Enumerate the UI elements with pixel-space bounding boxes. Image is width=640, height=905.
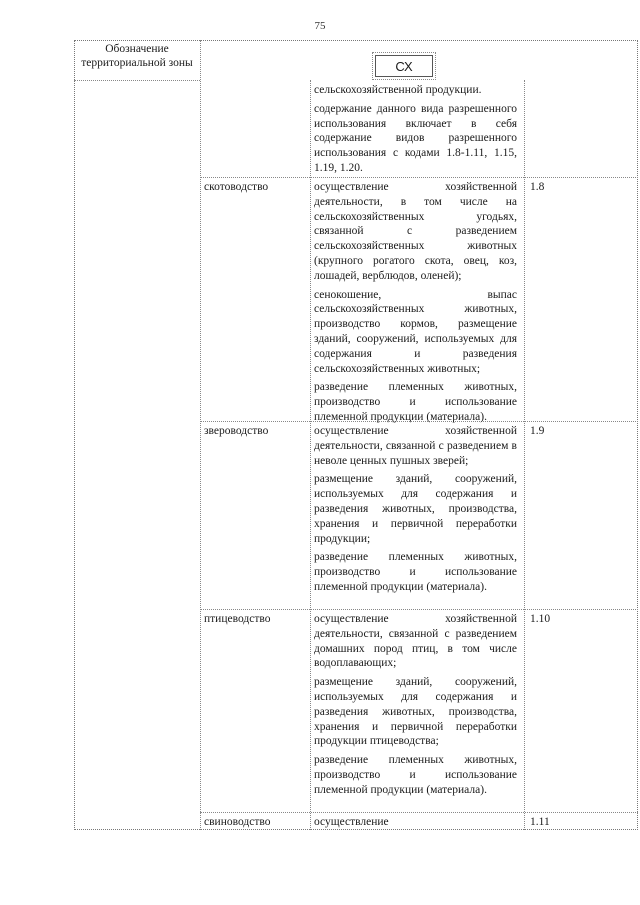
description-paragraph: осуществление <box>314 816 389 828</box>
zone-designation-header: Обозначение территориальной зоны <box>81 43 193 69</box>
description-paragraph: размещение зданий, сооружений, используемых для содержания и разведения животных, производства, хранения и первичной переработки продукции; <box>314 473 517 545</box>
row-divider <box>200 609 638 610</box>
row-description <box>314 180 517 429</box>
row-description <box>314 815 517 834</box>
column-divider <box>310 80 311 830</box>
description-paragraph: содержание данного вида разрешенного использования включает в себя содержание видов разрешенного использования с кодами 1.8-1.11, 1.15, 1.19, 1.20. <box>314 102 517 174</box>
row-code: 1.10 <box>530 613 551 625</box>
row-description <box>314 424 517 599</box>
row-code: 1.9 <box>530 425 545 437</box>
row-divider <box>200 812 638 813</box>
description-paragraph: осуществление хозяйственной деятельности, в том числе на сельскохозяйственных угодьях, связанной с разведением сельскохозяйственных животных (крупного рогатого скота, овец, коз, лошадей, верблюдов, оленей); <box>314 181 517 282</box>
row-code: 1.11 <box>530 816 550 828</box>
description-paragraph: осуществление хозяйственной деятельности, связанной с разведением домашних пород птиц, в том числе водоплавающих; <box>314 613 517 670</box>
description-paragraph: разведение племенных животных, производство и использование племенной продукции (материала). <box>314 754 517 796</box>
description-paragraph: сенокошение, выпас сельскохозяйственных животных, производство кормов, размещение зданий, сооружений, используемых для содержания и разведения сельскохозяйственных животных; <box>314 288 517 375</box>
header-divider <box>74 80 200 81</box>
row-name: птицеводство <box>204 613 271 625</box>
description-paragraph: сельскохозяйственной продукции. <box>314 84 482 96</box>
row-description <box>314 612 517 802</box>
row-code: 1.8 <box>530 181 545 193</box>
zone-code-box <box>375 55 433 77</box>
row-name: звероводство <box>204 425 269 437</box>
description-paragraph: разведение племенных животных, производство и использование племенной продукции (материала). <box>314 551 517 593</box>
description-paragraph: разведение племенных животных, производство и использование племенной продукции (материала). <box>314 381 517 423</box>
continuation-description <box>314 83 517 180</box>
column-divider <box>524 80 525 830</box>
zone-code: СХ <box>395 58 413 74</box>
description-paragraph: осуществление хозяйственной деятельности, связанной с разведением в неволе ценных пушных зверей; <box>314 425 517 467</box>
column-divider <box>200 40 201 830</box>
description-paragraph: размещение зданий, сооружений, используемых для содержания и разведения животных, производства, хранения и первичной переработки продукции птицеводства; <box>314 676 517 748</box>
page-number: 75 <box>314 20 326 32</box>
row-name: скотоводство <box>204 181 269 193</box>
row-name: свиноводство <box>204 816 271 828</box>
